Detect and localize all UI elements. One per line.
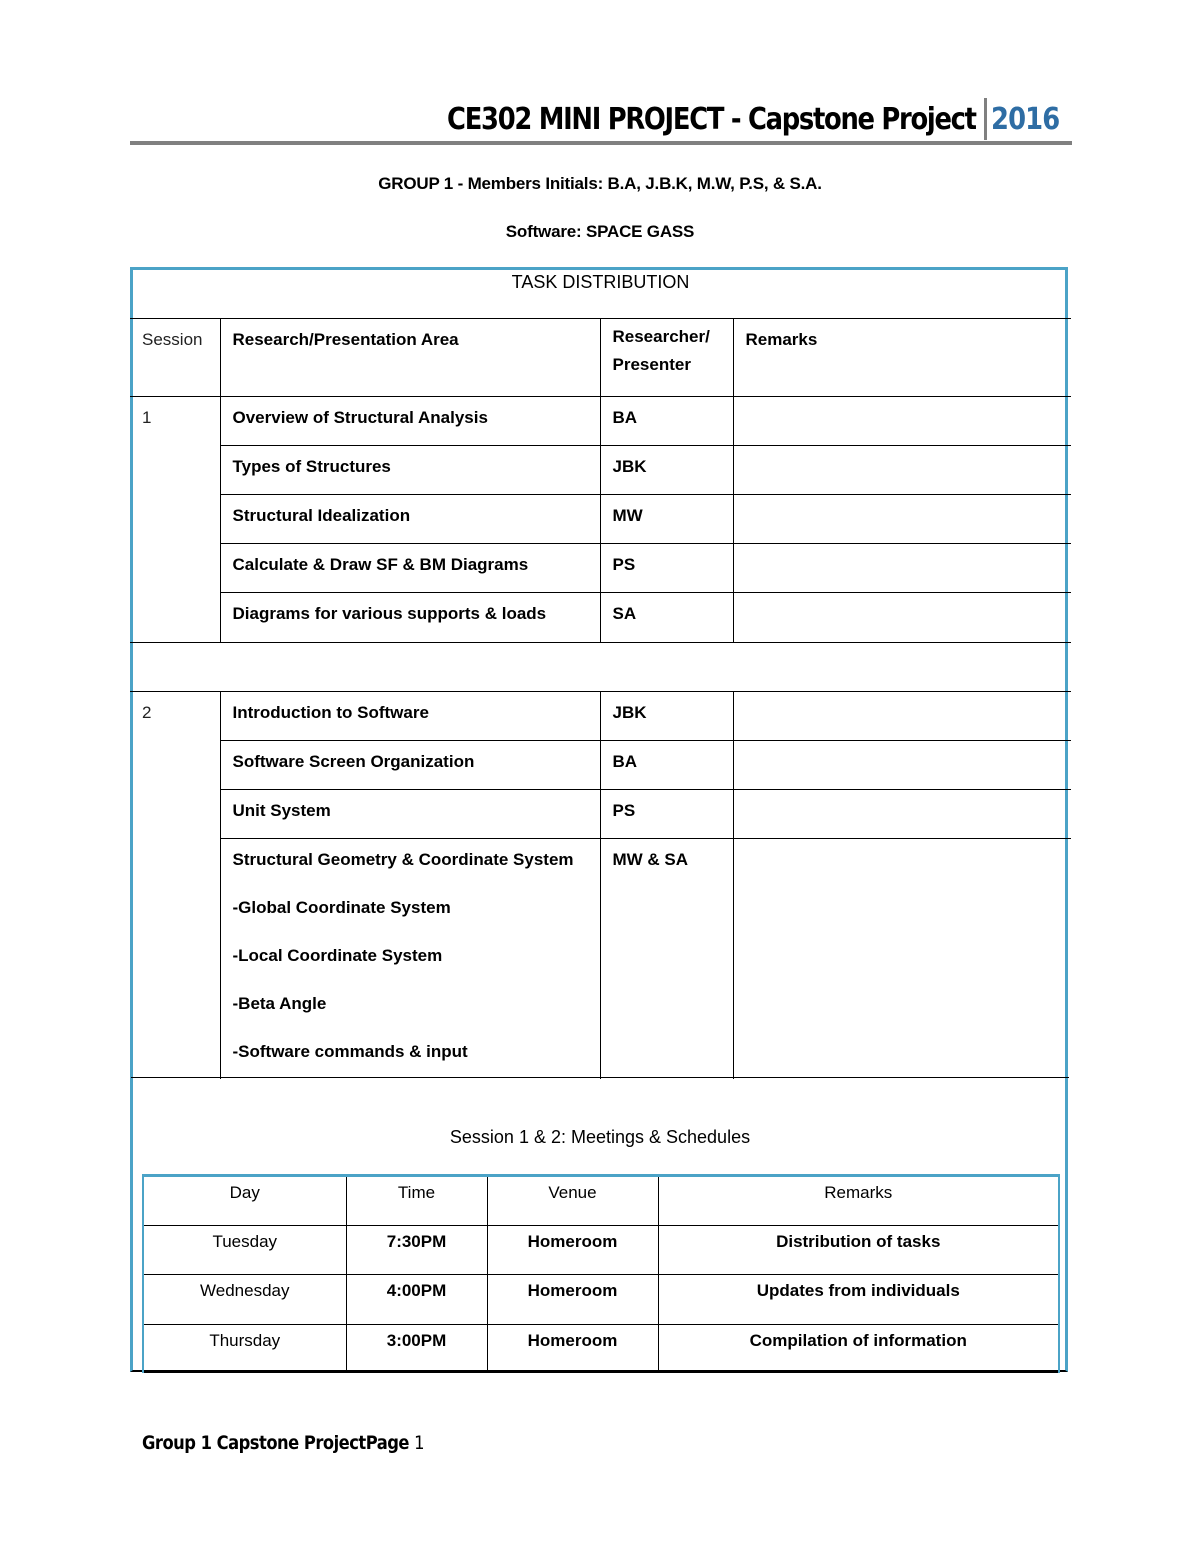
remarks-cell (733, 445, 1071, 494)
table-row (130, 789, 1071, 838)
area-line: Structural Geometry & Coordinate System (232, 849, 574, 869)
table-row (130, 592, 1071, 642)
remarks-cell (733, 691, 1071, 740)
header-separator (984, 98, 987, 140)
remarks-cell (733, 740, 1071, 789)
schedule-header-remarks: Remarks (658, 1176, 1059, 1226)
header-session: Session (130, 318, 220, 396)
remarks-cell (733, 494, 1071, 543)
session-number: 1 (130, 396, 220, 642)
remarks-cell (733, 543, 1071, 592)
footer-page-label: Page (365, 1432, 410, 1454)
task-distribution-table (130, 268, 1071, 1079)
area-cell-multiline (220, 838, 600, 1079)
area-cell: Unit System (220, 789, 600, 838)
presenter-cell: SA (600, 592, 733, 642)
remarks-cell (733, 396, 1071, 445)
software-line: Software: SPACE GASS (505, 222, 695, 241)
area-line: -Beta Angle (232, 993, 327, 1013)
table-row (130, 445, 1071, 494)
session-number: 2 (142, 702, 152, 722)
schedule-venue: Homeroom (487, 1226, 658, 1275)
header-presenter-line2: Presenter (612, 354, 691, 374)
presenter-cell: BA (600, 740, 733, 789)
table-row (143, 1325, 1059, 1373)
spacer-cell (130, 642, 1071, 691)
table-row (130, 494, 1071, 543)
presenter-cell: BA (600, 396, 733, 445)
area-cell: Overview of Structural Analysis (220, 396, 600, 445)
task-table-header-row (130, 318, 1071, 396)
schedule-venue: Homeroom (487, 1275, 658, 1325)
table-row (143, 1275, 1059, 1325)
presenter-cell: MW (600, 494, 733, 543)
schedule-header-row (143, 1176, 1059, 1226)
table-row (130, 543, 1071, 592)
document-header (130, 96, 1070, 140)
header-presenter-line1: Researcher/ (612, 326, 710, 346)
task-table-title-row (130, 268, 1071, 318)
header-remarks: Remarks (733, 318, 1071, 396)
header-rule (130, 141, 1072, 145)
schedule-remarks: Distribution of tasks (658, 1226, 1059, 1275)
schedule-day: Thursday (143, 1325, 346, 1373)
presenter-cell: MW & SA (600, 838, 733, 1079)
remarks-cell (733, 592, 1071, 642)
area-cell: Structural Idealization (220, 494, 600, 543)
area-line: -Software commands & input (232, 1041, 468, 1061)
document-year: 2016 (990, 102, 1059, 137)
schedule-header-venue: Venue (487, 1176, 658, 1226)
group-members-line: GROUP 1 - Members Initials: B.A, J.B.K, M.W, P.S, & S.A. (378, 174, 822, 193)
remarks-cell (733, 838, 1071, 1079)
area-cell: Diagrams for various supports & loads (220, 592, 600, 642)
area-cell: Types of Structures (220, 445, 600, 494)
footer-page-number: 1 (414, 1432, 425, 1454)
presenter-cell: PS (600, 789, 733, 838)
schedule-header-time: Time (346, 1176, 487, 1226)
remarks-cell (733, 789, 1071, 838)
schedule-remarks: Updates from individuals (658, 1275, 1059, 1325)
schedule-day: Wednesday (143, 1275, 346, 1325)
session-spacer-row (130, 642, 1071, 691)
area-line: -Global Coordinate System (232, 897, 451, 917)
table-row (130, 838, 1071, 1079)
schedule-title: Session 1 & 2: Meetings & Schedules (449, 1127, 751, 1147)
table-row (130, 740, 1071, 789)
table-row (130, 691, 1071, 740)
header-presenter (600, 318, 733, 396)
session2-bottom-rule (131, 1077, 1069, 1078)
document-title: CE302 MINI PROJECT - Capstone Project (446, 102, 976, 137)
task-table-title: TASK DISTRIBUTION (130, 268, 1071, 318)
table-row (143, 1226, 1059, 1275)
area-cell: Introduction to Software (220, 691, 600, 740)
area-cell: Software Screen Organization (220, 740, 600, 789)
schedule-time: 4:00PM (346, 1275, 487, 1325)
presenter-cell: JBK (600, 445, 733, 494)
table-row (130, 396, 1071, 445)
schedule-table (142, 1174, 1060, 1373)
schedule-time: 3:00PM (346, 1325, 487, 1373)
schedule-day: Tuesday (143, 1226, 346, 1275)
page-footer (142, 1432, 424, 1454)
schedule-header-day: Day (143, 1176, 346, 1226)
header-area: Research/Presentation Area (220, 318, 600, 396)
schedule-remarks: Compilation of information (658, 1325, 1059, 1373)
area-cell: Calculate & Draw SF & BM Diagrams (220, 543, 600, 592)
presenter-cell: PS (600, 543, 733, 592)
footer-text: Group 1 Capstone Project (142, 1432, 366, 1454)
schedule-venue: Homeroom (487, 1325, 658, 1373)
area-line: -Local Coordinate System (232, 945, 443, 965)
presenter-cell: JBK (600, 691, 733, 740)
schedule-time: 7:30PM (346, 1226, 487, 1275)
